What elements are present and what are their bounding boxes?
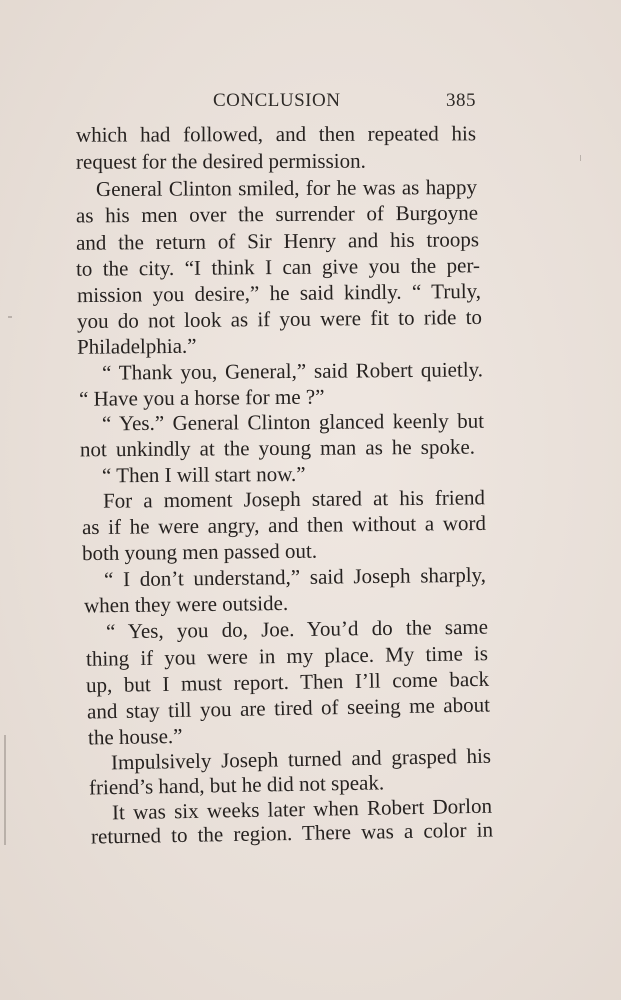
text-line: both young men passed out. — [81, 538, 318, 566]
text-line: as if he were angry, and then without a word — [81, 510, 487, 540]
text-line: and stay till you are tired of seeing me about — [86, 692, 491, 724]
text-line: For a moment Joseph stared at his friend — [102, 485, 486, 513]
text-line: General Clinton smiled, for he was as happy — [95, 175, 478, 201]
text-line: “ Yes.” General Clinton glanced keenly but — [101, 408, 485, 436]
text-line: returned to the region. There was a color in — [90, 817, 494, 849]
text-line: you do not look as if you were fit to ride to — [76, 304, 483, 334]
text-line: as his men over the surrender of Burgoyne — [75, 200, 479, 228]
text-line: when they were outside. — [83, 590, 289, 618]
text-line: “ Yes, you do, Joe. You’d do the same — [105, 614, 489, 644]
text-line: “ I don’t understand,” said Joseph sharply, — [103, 562, 487, 592]
text-line: request for the desired permission. — [75, 148, 366, 174]
text-line: up, but I must report. Then I’ll come back — [85, 666, 490, 698]
text-line: not unkindly at the young man as he spoke. — [79, 434, 476, 462]
text-line: Impulsively Joseph turned and grasped his — [110, 743, 492, 775]
text-line: Philadelphia.” — [76, 333, 197, 359]
text-line: and the return of Sir Henry and his troops — [75, 227, 480, 255]
page-speck — [580, 155, 581, 161]
page-speck — [8, 316, 12, 318]
text-line: the house.” — [87, 723, 183, 750]
text-line: friend’s hand, but he did not speak. — [88, 770, 385, 800]
text-line: which had followed, and then repeated his — [75, 121, 477, 147]
chapter-title: CONCLUSION — [213, 90, 341, 111]
text-line: It was six weeks later when Robert Dorlon — [111, 793, 493, 825]
text-line: to the city. “I think I can give you the per- — [75, 253, 481, 281]
text-line: “ Then I will start now.” — [101, 461, 306, 488]
page-number: 385 — [446, 90, 476, 111]
text-line: “ Have you a horse for me ?” — [78, 384, 325, 411]
text-line: thing if you were in my place. My time is — [85, 641, 489, 671]
text-line: “ Thank you, General,” said Robert quietly. — [101, 357, 484, 385]
text-line: mission you desire,” he said kindly. “ Truly, — [76, 278, 482, 308]
page-edge-mark — [4, 735, 6, 845]
